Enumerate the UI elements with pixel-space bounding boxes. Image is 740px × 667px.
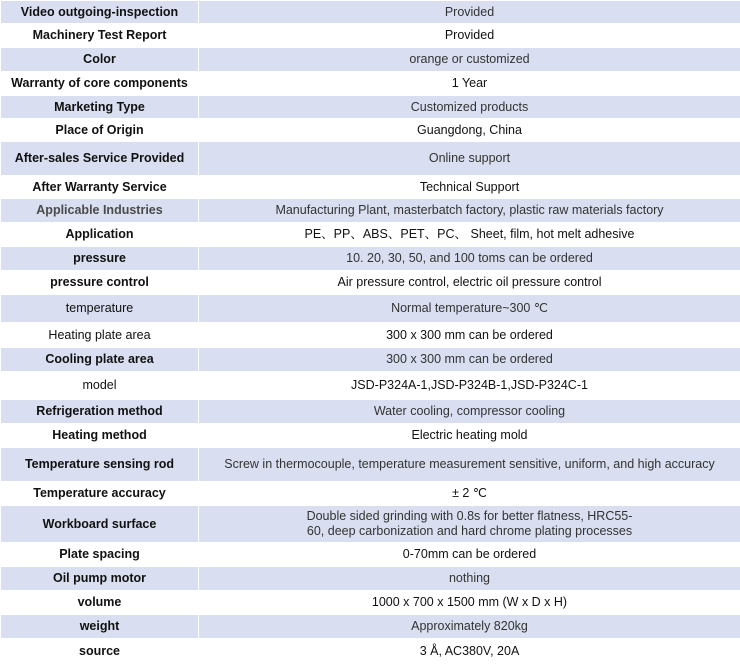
row-label: Applicable Industries <box>1 199 199 223</box>
table-row <box>1 591 740 615</box>
row-label: Color <box>1 48 199 72</box>
table-row <box>1 448 740 482</box>
row-value: PE、PP、ABS、PET、PC、 Sheet, film, hot melt adhesive <box>199 223 740 247</box>
table-row <box>1 543 740 567</box>
row-label: Video outgoing-inspection <box>1 1 199 24</box>
row-label: Place of Origin <box>1 119 199 142</box>
table-row <box>1 615 740 639</box>
table-row <box>1 247 740 271</box>
table-row <box>1 271 740 295</box>
table-row <box>1 323 740 348</box>
row-value: nothing <box>199 567 740 591</box>
row-label: model <box>1 372 199 400</box>
row-value: Electric heating mold <box>199 424 740 448</box>
row-label: After Warranty Service <box>1 176 199 199</box>
row-value: Screw in thermocouple, temperature measurement sensitive, uniform, and high accuracy <box>199 448 740 482</box>
row-label: weight <box>1 615 199 639</box>
table-row <box>1 1 740 24</box>
row-value: Manufacturing Plant, masterbatch factory, plastic raw materials factory <box>199 199 740 223</box>
row-value: 0-70mm can be ordered <box>199 543 740 567</box>
row-label: Heating method <box>1 424 199 448</box>
row-value: Normal temperature~300 ℃ <box>199 295 740 323</box>
row-label: pressure control <box>1 271 199 295</box>
table-row <box>1 119 740 142</box>
row-value: JSD-P324A-1,JSD-P324B-1,JSD-P324C-1 <box>199 372 740 400</box>
row-label: Oil pump motor <box>1 567 199 591</box>
table-row <box>1 48 740 72</box>
table-row <box>1 176 740 199</box>
row-label: Temperature sensing rod <box>1 448 199 482</box>
row-label: volume <box>1 591 199 615</box>
row-value: orange or customized <box>199 48 740 72</box>
table-row <box>1 96 740 119</box>
table-row <box>1 639 740 665</box>
row-value: ± 2 ℃ <box>199 482 740 506</box>
row-label: source <box>1 639 199 665</box>
row-label: Machinery Test Report <box>1 24 199 48</box>
row-value: 300 x 300 mm can be ordered <box>199 323 740 348</box>
row-value: Online support <box>199 142 740 176</box>
table-row <box>1 372 740 400</box>
table-row <box>1 199 740 223</box>
row-label: pressure <box>1 247 199 271</box>
table-row <box>1 567 740 591</box>
row-value: 300 x 300 mm can be ordered <box>199 348 740 372</box>
table-row <box>1 223 740 247</box>
row-value: 1 Year <box>199 72 740 96</box>
row-value: Approximately 820kg <box>199 615 740 639</box>
row-value-line-2: 60, deep carbonization and hard chrome plating processes <box>306 524 633 538</box>
table-row <box>1 72 740 96</box>
table-row <box>1 348 740 372</box>
row-label: Workboard surface <box>1 506 199 543</box>
table-row <box>1 24 740 48</box>
row-value: 10. 20, 30, 50, and 100 toms can be ordered <box>199 247 740 271</box>
table-row <box>1 482 740 506</box>
row-label: Warranty of core components <box>1 72 199 96</box>
row-label: temperature <box>1 295 199 323</box>
row-value: Customized products <box>199 96 740 119</box>
row-value: 3 Å, AC380V, 20A <box>199 639 740 665</box>
row-value <box>199 506 740 543</box>
row-value-line-1: Double sided grinding with 0.8s for better flatness, HRC55- <box>306 509 633 523</box>
row-value: Provided <box>199 1 740 24</box>
row-value: Provided <box>199 24 740 48</box>
row-label: Temperature accuracy <box>1 482 199 506</box>
row-value: Guangdong, China <box>199 119 740 142</box>
row-label: Cooling plate area <box>1 348 199 372</box>
row-value: Technical Support <box>199 176 740 199</box>
table-row <box>1 400 740 424</box>
row-label: Refrigeration method <box>1 400 199 424</box>
row-label: Plate spacing <box>1 543 199 567</box>
table-row <box>1 142 740 176</box>
table-row <box>1 506 740 543</box>
row-label: After-sales Service Provided <box>1 142 199 176</box>
row-value: Air pressure control, electric oil pressure control <box>199 271 740 295</box>
row-value: Water cooling, compressor cooling <box>199 400 740 424</box>
table-row <box>1 295 740 323</box>
row-label: Application <box>1 223 199 247</box>
table-row <box>1 424 740 448</box>
row-value: 1000 x 700 x 1500 mm (W x D x H) <box>199 591 740 615</box>
row-label: Marketing Type <box>1 96 199 119</box>
row-label: Heating plate area <box>1 323 199 348</box>
